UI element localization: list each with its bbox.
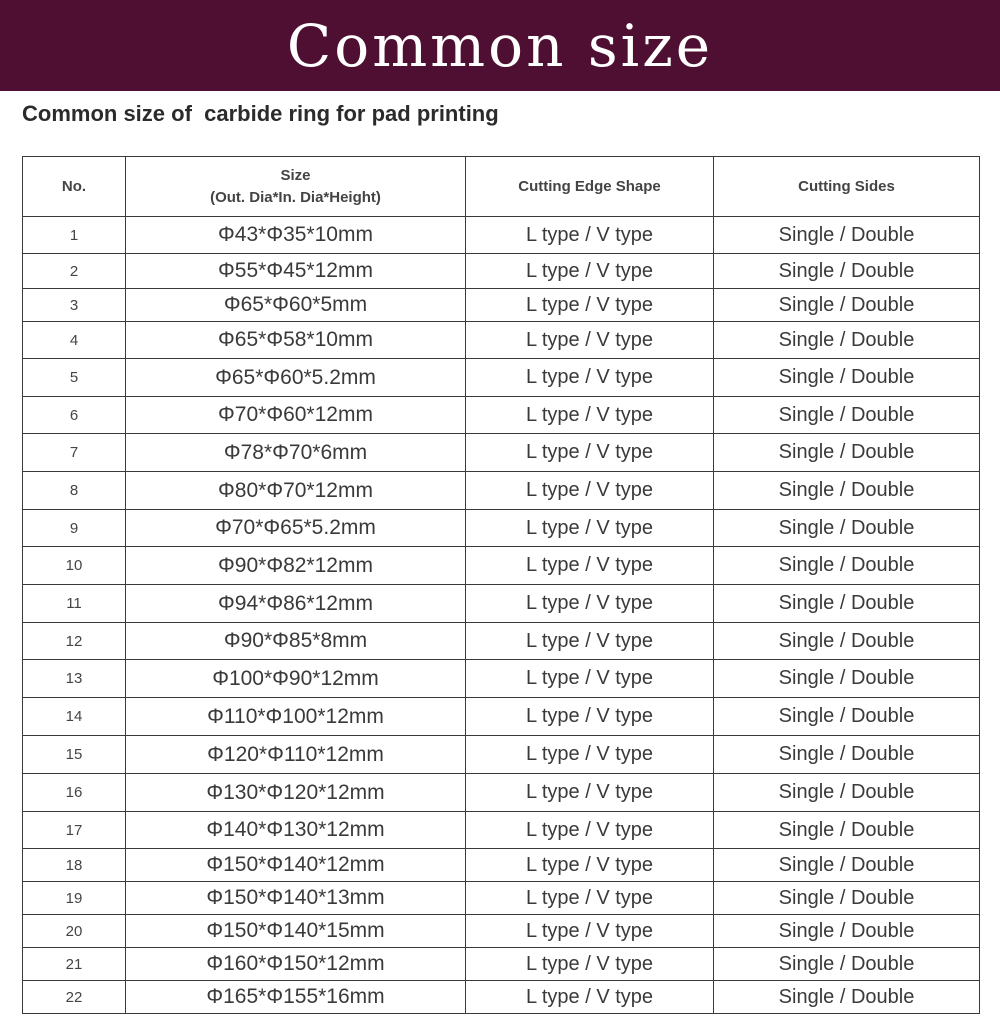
- row-number: 13: [23, 660, 126, 698]
- row-size: Φ43*Φ35*10mm: [126, 217, 466, 254]
- table-row: [23, 660, 980, 698]
- table-row: [23, 397, 980, 434]
- table-row: [23, 981, 980, 1014]
- table-header-row: [23, 157, 980, 217]
- row-cutting-sides: Single / Double: [714, 774, 980, 812]
- row-number: 6: [23, 397, 126, 434]
- row-cutting-edge-shape: L type / V type: [466, 882, 714, 915]
- row-size: Φ55*Φ45*12mm: [126, 254, 466, 289]
- row-cutting-sides: Single / Double: [714, 812, 980, 849]
- table-row: [23, 359, 980, 397]
- row-cutting-edge-shape: L type / V type: [466, 254, 714, 289]
- row-cutting-edge-shape: L type / V type: [466, 472, 714, 510]
- row-cutting-edge-shape: L type / V type: [466, 585, 714, 623]
- table-row: [23, 915, 980, 948]
- row-number: 12: [23, 623, 126, 660]
- row-cutting-edge-shape: L type / V type: [466, 849, 714, 882]
- row-cutting-sides: Single / Double: [714, 585, 980, 623]
- header-size: [126, 157, 466, 217]
- row-cutting-sides: Single / Double: [714, 698, 980, 736]
- row-cutting-edge-shape: L type / V type: [466, 812, 714, 849]
- row-number: 19: [23, 882, 126, 915]
- row-cutting-edge-shape: L type / V type: [466, 623, 714, 660]
- row-cutting-sides: Single / Double: [714, 472, 980, 510]
- size-table: [22, 156, 980, 1014]
- row-cutting-sides: Single / Double: [714, 882, 980, 915]
- table-row: [23, 812, 980, 849]
- row-number: 10: [23, 547, 126, 585]
- row-cutting-sides: Single / Double: [714, 397, 980, 434]
- header-cutting-edge-shape: Cutting Edge Shape: [466, 157, 714, 217]
- row-size: Φ94*Φ86*12mm: [126, 585, 466, 623]
- row-size: Φ140*Φ130*12mm: [126, 812, 466, 849]
- row-size: Φ160*Φ150*12mm: [126, 948, 466, 981]
- row-cutting-edge-shape: L type / V type: [466, 322, 714, 359]
- table-body: [23, 217, 980, 1014]
- row-cutting-edge-shape: L type / V type: [466, 660, 714, 698]
- row-number: 21: [23, 948, 126, 981]
- row-number: 22: [23, 981, 126, 1014]
- row-cutting-edge-shape: L type / V type: [466, 736, 714, 774]
- table-row: [23, 472, 980, 510]
- row-number: 8: [23, 472, 126, 510]
- banner-title: Common size: [286, 11, 714, 80]
- table-row: [23, 623, 980, 660]
- row-cutting-sides: Single / Double: [714, 660, 980, 698]
- row-number: 14: [23, 698, 126, 736]
- table-row: [23, 948, 980, 981]
- row-size: Φ65*Φ60*5.2mm: [126, 359, 466, 397]
- row-cutting-edge-shape: L type / V type: [466, 774, 714, 812]
- table-row: [23, 774, 980, 812]
- row-size: Φ120*Φ110*12mm: [126, 736, 466, 774]
- row-cutting-edge-shape: L type / V type: [466, 359, 714, 397]
- row-number: 17: [23, 812, 126, 849]
- row-cutting-edge-shape: L type / V type: [466, 547, 714, 585]
- row-number: 3: [23, 289, 126, 322]
- row-size: Φ78*Φ70*6mm: [126, 434, 466, 472]
- row-number: 9: [23, 510, 126, 547]
- row-size: Φ70*Φ60*12mm: [126, 397, 466, 434]
- row-number: 20: [23, 915, 126, 948]
- row-size: Φ65*Φ60*5mm: [126, 289, 466, 322]
- row-size: Φ150*Φ140*15mm: [126, 915, 466, 948]
- table-row: [23, 289, 980, 322]
- row-cutting-sides: Single / Double: [714, 736, 980, 774]
- row-number: 1: [23, 217, 126, 254]
- table-row: [23, 849, 980, 882]
- row-cutting-sides: Single / Double: [714, 359, 980, 397]
- row-cutting-sides: Single / Double: [714, 948, 980, 981]
- row-size: Φ65*Φ58*10mm: [126, 322, 466, 359]
- row-number: 18: [23, 849, 126, 882]
- table-row: [23, 322, 980, 359]
- row-number: 15: [23, 736, 126, 774]
- row-cutting-edge-shape: L type / V type: [466, 915, 714, 948]
- row-cutting-edge-shape: L type / V type: [466, 948, 714, 981]
- row-cutting-sides: Single / Double: [714, 322, 980, 359]
- table-row: [23, 547, 980, 585]
- row-cutting-sides: Single / Double: [714, 915, 980, 948]
- table-row: [23, 434, 980, 472]
- row-size: Φ110*Φ100*12mm: [126, 698, 466, 736]
- header-no: No.: [23, 157, 126, 217]
- row-cutting-sides: Single / Double: [714, 623, 980, 660]
- page-subtitle: Common size of carbide ring for pad printing: [22, 101, 499, 126]
- row-cutting-edge-shape: L type / V type: [466, 217, 714, 254]
- row-size: Φ150*Φ140*12mm: [126, 849, 466, 882]
- row-cutting-sides: Single / Double: [714, 849, 980, 882]
- row-cutting-edge-shape: L type / V type: [466, 397, 714, 434]
- row-cutting-sides: Single / Double: [714, 254, 980, 289]
- header-size-sub: (Out. Dia*In. Dia*Height): [210, 188, 381, 206]
- row-cutting-edge-shape: L type / V type: [466, 981, 714, 1014]
- row-size: Φ90*Φ85*8mm: [126, 623, 466, 660]
- table-row: [23, 698, 980, 736]
- row-cutting-sides: Single / Double: [714, 217, 980, 254]
- row-size: Φ80*Φ70*12mm: [126, 472, 466, 510]
- row-cutting-sides: Single / Double: [714, 510, 980, 547]
- table-row: [23, 882, 980, 915]
- row-number: 11: [23, 585, 126, 623]
- table-row: [23, 510, 980, 547]
- row-size: Φ165*Φ155*16mm: [126, 981, 466, 1014]
- row-cutting-edge-shape: L type / V type: [466, 698, 714, 736]
- table-row: [23, 736, 980, 774]
- row-number: 7: [23, 434, 126, 472]
- table-row: [23, 217, 980, 254]
- row-cutting-edge-shape: L type / V type: [466, 510, 714, 547]
- table-row: [23, 585, 980, 623]
- row-cutting-edge-shape: L type / V type: [466, 289, 714, 322]
- header-cutting-sides: Cutting Sides: [714, 157, 980, 217]
- row-cutting-sides: Single / Double: [714, 547, 980, 585]
- row-cutting-sides: Single / Double: [714, 289, 980, 322]
- title-banner: [0, 0, 1000, 91]
- row-cutting-sides: Single / Double: [714, 981, 980, 1014]
- row-number: 2: [23, 254, 126, 289]
- header-size-label: Size: [280, 166, 311, 184]
- table-row: [23, 254, 980, 289]
- row-cutting-sides: Single / Double: [714, 434, 980, 472]
- row-size: Φ130*Φ120*12mm: [126, 774, 466, 812]
- row-size: Φ70*Φ65*5.2mm: [126, 510, 466, 547]
- row-size: Φ100*Φ90*12mm: [126, 660, 466, 698]
- row-number: 4: [23, 322, 126, 359]
- row-number: 5: [23, 359, 126, 397]
- row-number: 16: [23, 774, 126, 812]
- row-size: Φ150*Φ140*13mm: [126, 882, 466, 915]
- row-cutting-edge-shape: L type / V type: [466, 434, 714, 472]
- row-size: Φ90*Φ82*12mm: [126, 547, 466, 585]
